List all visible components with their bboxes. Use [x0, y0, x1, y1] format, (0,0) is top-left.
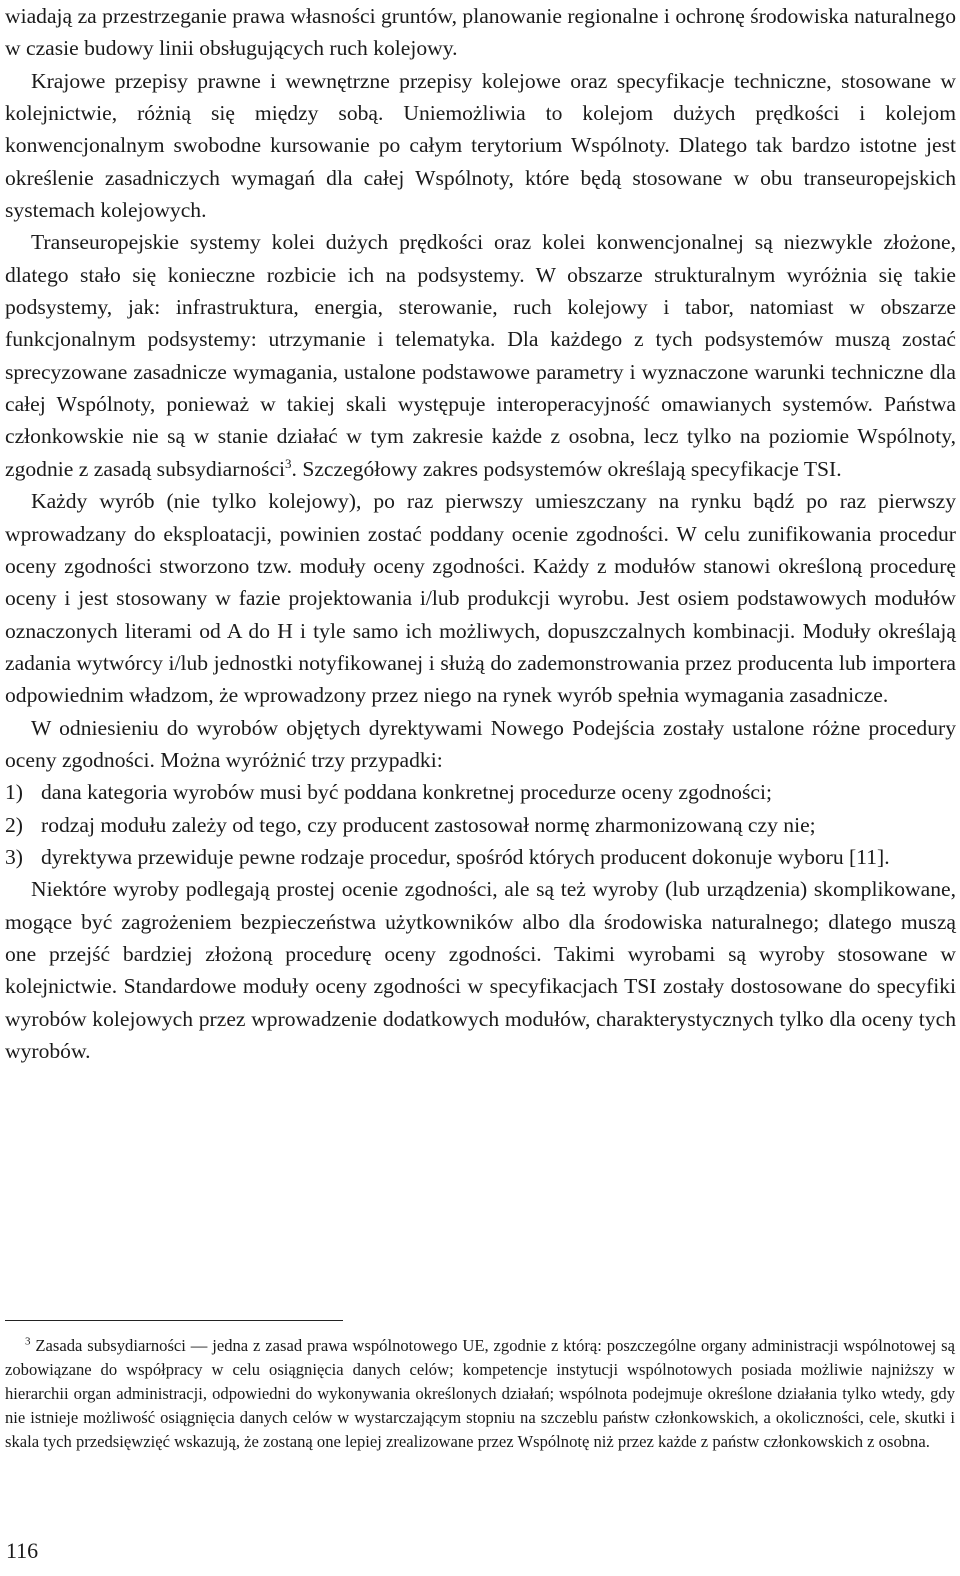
list-item-number: 2): [5, 812, 23, 837]
footnote-separator: [5, 1320, 343, 1321]
list-item-text: dyrektywa przewiduje pewne rodzaje procedur, spośród których producent dokonuje wyboru [11].: [41, 844, 890, 869]
paragraph: Niektóre wyroby podlegają prostej ocenie zgodności, ale są też wyroby (lub urządzenia) skomplikowane, mogące być zagrożeniem bezpieczeństwa użytkowników albo dla środowiska naturalnego; dlatego muszą one przejść bardziej złożoną procedurę oceny zgodności. Takimi wyrobami są wyroby stosowane w kolejnictwie. Standardowe moduły oceny zgodności w specyfikacjach TSI zostały dostosowane do specyfiki wyrobów kolejowych przez wprowadzenie dodatkowych modułów, charakterystycznych tylko dla oceny tych wyrobów.: [5, 877, 956, 1063]
footnote-reference[interactable]: 3: [285, 455, 292, 471]
paragraph: Krajowe przepisy prawne i wewnętrzne przepisy kolejowe oraz specyfikacje techniczne, stosowane w kolejnictwie, różnią się między sobą. Uniemożliwia to kolejom dużych prędkości i kolejom konwencjonalnym swobodne kursowanie po całym terytorium Wspólnoty. Dlatego tak bardzo istotne jest określenie zasadniczych wymagań dla całej Wspólnoty, które będą stosowane w obu transeuropejskich systemach kolejowych.: [5, 68, 956, 223]
list-item-number: 3): [5, 844, 23, 869]
footnote-text: Zasada subsydiarności — jedna z zasad prawa wspólnotowego UE, zgodnie z którą: poszczególne organy administracji wspólnotowej są zobowiązane do współpracy w celu osiągnięcia danych celów; kompetencje instytucji wspólnotowych posiada możliwie najniższy w hierarchii organ administracji, odpowiedni do wykonywania określonych działań; wspólnota podejmuje określone działania tylko wtedy, gdy nie istnieje możliwość osiągnięcia danych celów w wystarczającym stopniu na szczeblu państw członkowskich, a okoliczności, cele, skutki i skala tych przedsięwzięć wskazują, że zostaną one lepiej zrealizowane przez Wspólnotę niż przez każde z państw członkowskich z osobna.: [5, 1336, 955, 1451]
main-text: [5, 0, 956, 1067]
footnote: [5, 1334, 955, 1454]
paragraph: W odniesieniu do wyrobów objętych dyrektywami Nowego Podejścia zostały ustalone różne procedury oceny zgodności. Można wyróżnić trzy przypadki:: [5, 715, 956, 772]
paragraph-text: . Szczegółowy zakres podsystemów określają specyfikacje TSI.: [291, 456, 842, 481]
paragraph: [5, 226, 956, 485]
footnote-marker: 3: [25, 1335, 31, 1348]
list-item-text: rodzaj modułu zależy od tego, czy producent zastosował normę zharmonizowaną czy nie;: [41, 812, 816, 837]
list-item: [5, 809, 956, 841]
list-item: [5, 776, 956, 808]
paragraph: Każdy wyrób (nie tylko kolejowy), po raz pierwszy umieszczany na rynku bądź po raz pierwszy wprowadzany do eksploatacji, powinien zostać poddany ocenie zgodności. W celu zunifikowania procedur oceny zgodności stworzono tzw. moduły oceny zgodności. Każdy z modułów stanowi określoną procedurę oceny i jest stosowany w fazie projektowania i/lub produkcji wyrobu. Jest osiem podstawowych modułów oznaczonych literami od A do H i tyle samo ich możliwych, dopuszczalnych kombinacji. Moduły określają zadania wytwórcy i/lub jednostki notyfikowanej i służą do zademonstrowania przez producenta lub importera odpowiednim władzom, że wprowadzony przez niego na rynek wyrób spełnia wymagania zasadnicze.: [5, 489, 956, 708]
list-item-text: dana kategoria wyrobów musi być poddana konkretnej procedurze oceny zgodności;: [41, 780, 772, 805]
list-item-number: 1): [5, 780, 23, 805]
paragraph-text: Transeuropejskie systemy kolei dużych prędkości oraz kolei konwencjonalnej są niezwykle złożone, dlatego stało się konieczne rozbicie ich na podsystemy. W obszarze strukturalnym wyróżnia się takie podsystemy, jak: infrastruktura, energia, sterowanie, ruch kolejowy i tabor, natomiast w obszarze funkcjonalnym podsystemy: utrzymanie i telematyka. Dla każdego z tych podsystemów muszą zostać sprecyzowane zasadnicze wymagania, ustalone podstawowe parametry i wyznaczone warunki techniczne dla całej Wspólnoty, ponieważ w takiej skali występuje interoperacyjność omawianych systemów. Państwa członkowskie nie są w stanie działać w tym zakresie każde z osobna, lecz tylko na poziomie Wspólnoty, zgodnie z zasadą subsydiarności: [5, 230, 956, 481]
list-item: [5, 841, 956, 873]
footnotes: [5, 1334, 955, 1454]
paragraph-continuation: wiadają za przestrzeganie prawa własności gruntów, planowanie regionalne i ochronę środowiska naturalnego w czasie budowy linii obsługujących ruch kolejowy.: [5, 4, 956, 61]
numbered-list: [5, 776, 956, 873]
page-number: 116: [6, 1538, 39, 1563]
